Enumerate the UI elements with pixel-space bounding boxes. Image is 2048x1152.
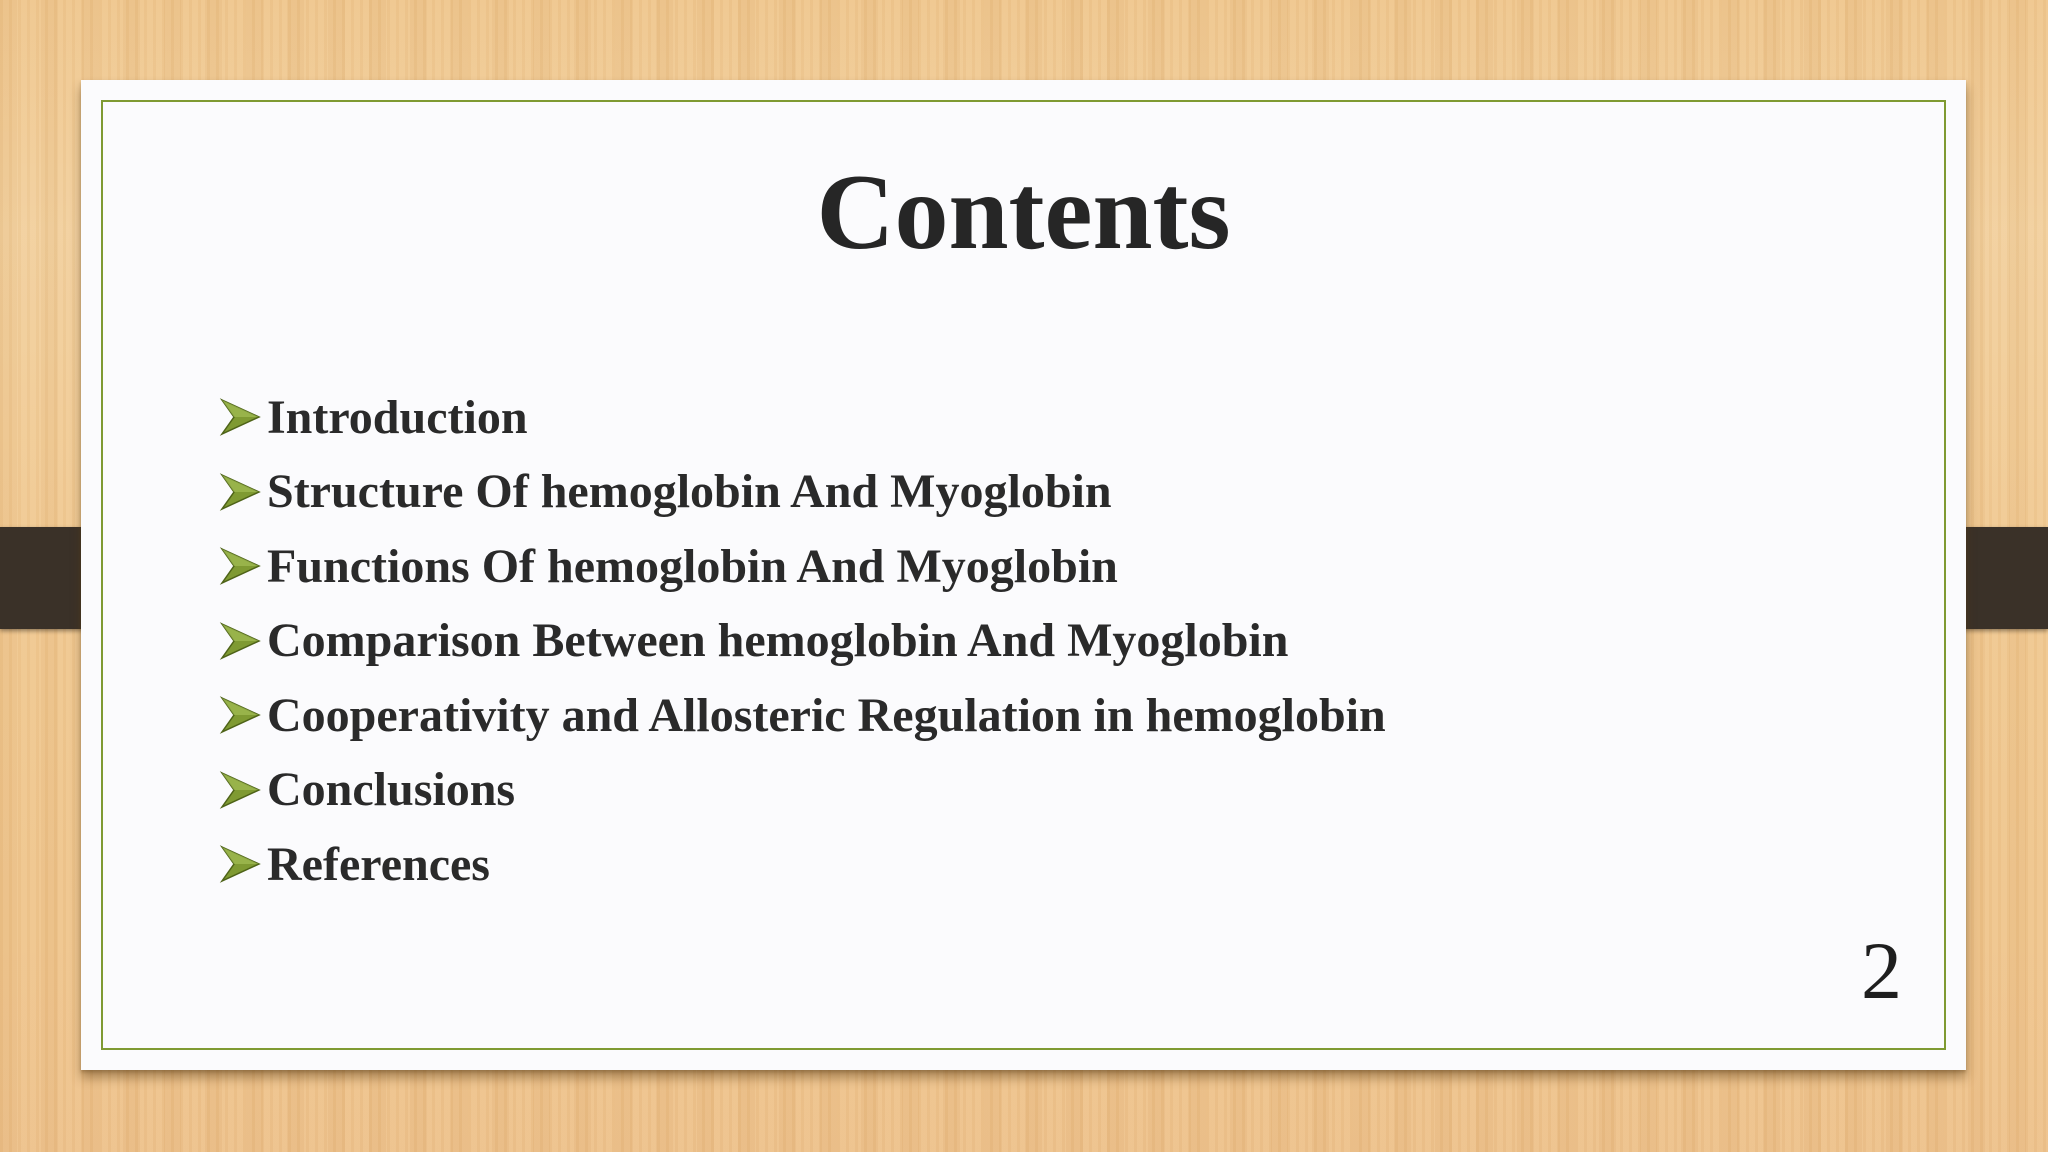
list-item-label: Cooperativity and Allosteric Regulation in hemoglobin	[267, 688, 1386, 742]
list-item	[219, 827, 1386, 902]
arrow-bullet-icon	[219, 620, 261, 662]
list-item	[219, 604, 1386, 679]
list-item-label: Comparison Between hemoglobin And Myoglobin	[267, 614, 1289, 668]
arrow-bullet-icon	[219, 769, 261, 811]
arrow-bullet-icon	[219, 545, 261, 587]
list-item	[219, 380, 1386, 455]
list-item-label: Introduction	[267, 390, 528, 444]
list-item	[219, 529, 1386, 604]
list-item-label: Functions Of hemoglobin And Myoglobin	[267, 539, 1118, 593]
list-item	[219, 455, 1386, 530]
list-item	[219, 753, 1386, 828]
slide	[81, 80, 1966, 1070]
arrow-bullet-icon	[219, 843, 261, 885]
arrow-bullet-icon	[219, 396, 261, 438]
list-item-label: Structure Of hemoglobin And Myoglobin	[267, 465, 1112, 519]
list-item	[219, 678, 1386, 753]
arrow-bullet-icon	[219, 694, 261, 736]
page-number: 2	[1861, 925, 1902, 1016]
slide-title: Contents	[816, 153, 1231, 272]
arrow-bullet-icon	[219, 471, 261, 513]
contents-list	[219, 380, 1386, 902]
list-item-label: References	[267, 837, 490, 891]
list-item-label: Conclusions	[267, 763, 516, 817]
